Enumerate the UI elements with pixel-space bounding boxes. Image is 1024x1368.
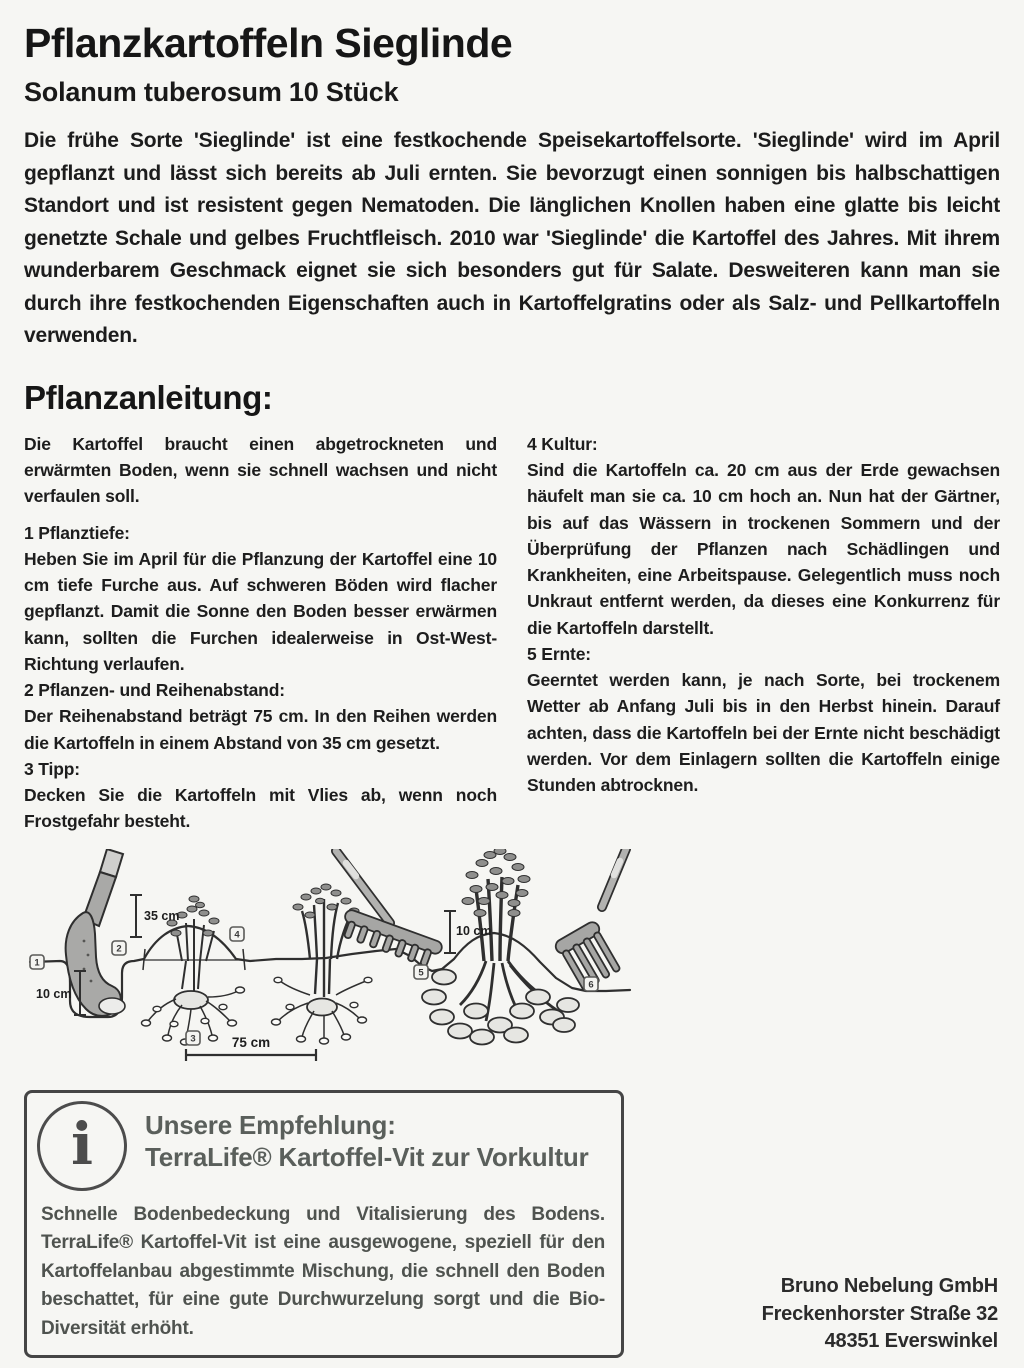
growing-plant-illustration (272, 884, 373, 1044)
recommendation-heading-line1: Unsere Empfehlung: (145, 1109, 396, 1140)
plant-spacing-label: 35 cm (144, 908, 180, 923)
planting-diagram (24, 849, 664, 1082)
recommendation-box (24, 1090, 624, 1359)
instructions-left-column (24, 431, 497, 835)
svg-text:4: 4 (234, 929, 240, 941)
publisher-city: 48351 Everswinkel (824, 1330, 998, 1353)
info-icon (37, 1101, 127, 1191)
step-badge-2 (112, 941, 126, 955)
instruction-columns (24, 431, 1000, 835)
recommendation-titles (145, 1109, 589, 1174)
section-title-tipp: 3 Tipp: (24, 758, 80, 779)
svg-text:6: 6 (588, 979, 594, 991)
instructions-lead: Die Kartoffel braucht einen abgetrockneten und erwärmten Boden, wenn sie schnell wachsen und nicht verfaulen soll. (24, 433, 497, 507)
step-badge-5 (414, 965, 428, 979)
section-title-kultur: 4 Kultur: (527, 433, 598, 454)
publisher-company: Bruno Nebelung GmbH (780, 1275, 998, 1298)
section-body-abstand: Der Reihenabstand beträgt 75 cm. In den Reihen werden die Kartoffeln in einem Abstand von 35 cm gesetzt. (24, 706, 497, 753)
recommendation-body: Schnelle Bodenbedeckung und Vitalisierung des Bodens. TerraLife® Kartoffel-Vit ist eine ausgewogene, speziell für den Kartoffelanbau abgestimmte Mischung, die schnell den Boden beschattet, für eine gute Durchwurzelung sorgt und die Bio-Diversität erhöht. (41, 1203, 605, 1339)
publisher-address (762, 1273, 1000, 1358)
planting-depth-label: 10 cm (36, 986, 72, 1001)
step-badge-4 (230, 927, 244, 941)
instructions-right-column (527, 431, 1000, 835)
measurement-35cm (130, 895, 142, 937)
section-body-ernte: Geerntet werden kann, je nach Sorte, bei trockenem Wetter ab Anfang Juli bis in den Herbst hinein. Darauf achten, dass die Kartoffeln bei der Ernte nicht beschädigt werden. Vor dem Einlagern sollten die Kartoffeln einige Stunden abtrocknen. (527, 670, 1000, 796)
bottom-section (24, 1090, 1000, 1359)
section-body-tipp: Decken Sie die Kartoffeln mit Vlies ab, wenn noch Frostgefahr besteht. (24, 785, 497, 832)
planting-diagram-svg (24, 849, 664, 1077)
section-body-pflanztiefe: Heben Sie im April für die Pflanzung der Kartoffel eine 10 cm tiefe Furche aus. Auf schweren Böden wird flacher gepflanzt. Damit die Sonne den Boden besser erwärmen kann, sollten die Furchen idealerweise in Ost-West-Richtung verlaufen. (24, 548, 497, 674)
row-distance-label: 75 cm (231, 1034, 271, 1050)
planting-guide-heading: Pflanzanleitung: (24, 378, 273, 416)
svg-text:3: 3 (190, 1033, 196, 1045)
rake-icon (336, 851, 444, 970)
recommendation-header (41, 1103, 605, 1191)
publisher-street: Freckenhorster Straße 32 (761, 1302, 998, 1325)
measurement-10cm-hill (444, 911, 456, 953)
variety-description: Die frühe Sorte 'Sieglinde' ist eine festkochende Speisekartoffelsorte. 'Sieglinde' wird im April gepflanzt und lässt sich bereits ab Juli ernten. Sie bevorzugt einen sonnigen bis halbschattigen Standort und ist resistent gegen Nematoden. Die länglichen Knollen haben eine glatte bis leicht genetzte Schale und gelbes Fruchtfleisch. 2010 war 'Sieglinde' die Kartoffel des Jahres. Mit ihrem wunderbarem Geschmack eignet sie sich besonders gut für Salate. Desweiteren kann man sie durch ihre festkochenden Eigenschaften auch in Kartoffelgratins oder als Salz- und Pellkartoffeln verwenden. (24, 129, 1000, 348)
svg-text:5: 5 (418, 967, 424, 979)
recommendation-heading-line2: TerraLife® Kartoffel-Vit zur Vorkultur (145, 1142, 589, 1173)
page-subtitle: Solanum tuberosum 10 Stück (24, 77, 399, 107)
step-badge-1 (30, 955, 44, 969)
page-title: Pflanzkartoffeln Sieglinde (24, 20, 513, 66)
measurement-75cm (186, 1049, 316, 1061)
garden-fork-icon (553, 849, 626, 992)
spade-icon (66, 849, 125, 1016)
step-badge-3 (186, 1031, 200, 1045)
section-body-kultur: Sind die Kartoffeln ca. 20 cm aus der Erde gewachsen häufelt man sie ca. 10 cm hoch an. Nun hat der Gärtner, bis auf das Wässern in trockenen Sommern und der Überprüfung der Pflanzen nach Schädlingen und Krankheiten, eine Arbeitspause. Gelegentlich muss noch Unkraut entfernt werden, da dieses eine Konkurrenz für die Kartoffeln darstellt. (527, 460, 1000, 638)
section-title-abstand: 2 Pflanzen- und Reihenabstand: (24, 680, 285, 701)
info-icon-glyph: i (70, 1109, 94, 1178)
svg-text:1: 1 (34, 957, 40, 969)
hilling-height-label: 10 cm (456, 923, 492, 938)
section-title-ernte: 5 Ernte: (527, 643, 591, 664)
svg-text:2: 2 (116, 943, 122, 955)
step-badge-6 (584, 977, 598, 991)
section-title-pflanztiefe: 1 Pflanztiefe: (24, 522, 130, 543)
